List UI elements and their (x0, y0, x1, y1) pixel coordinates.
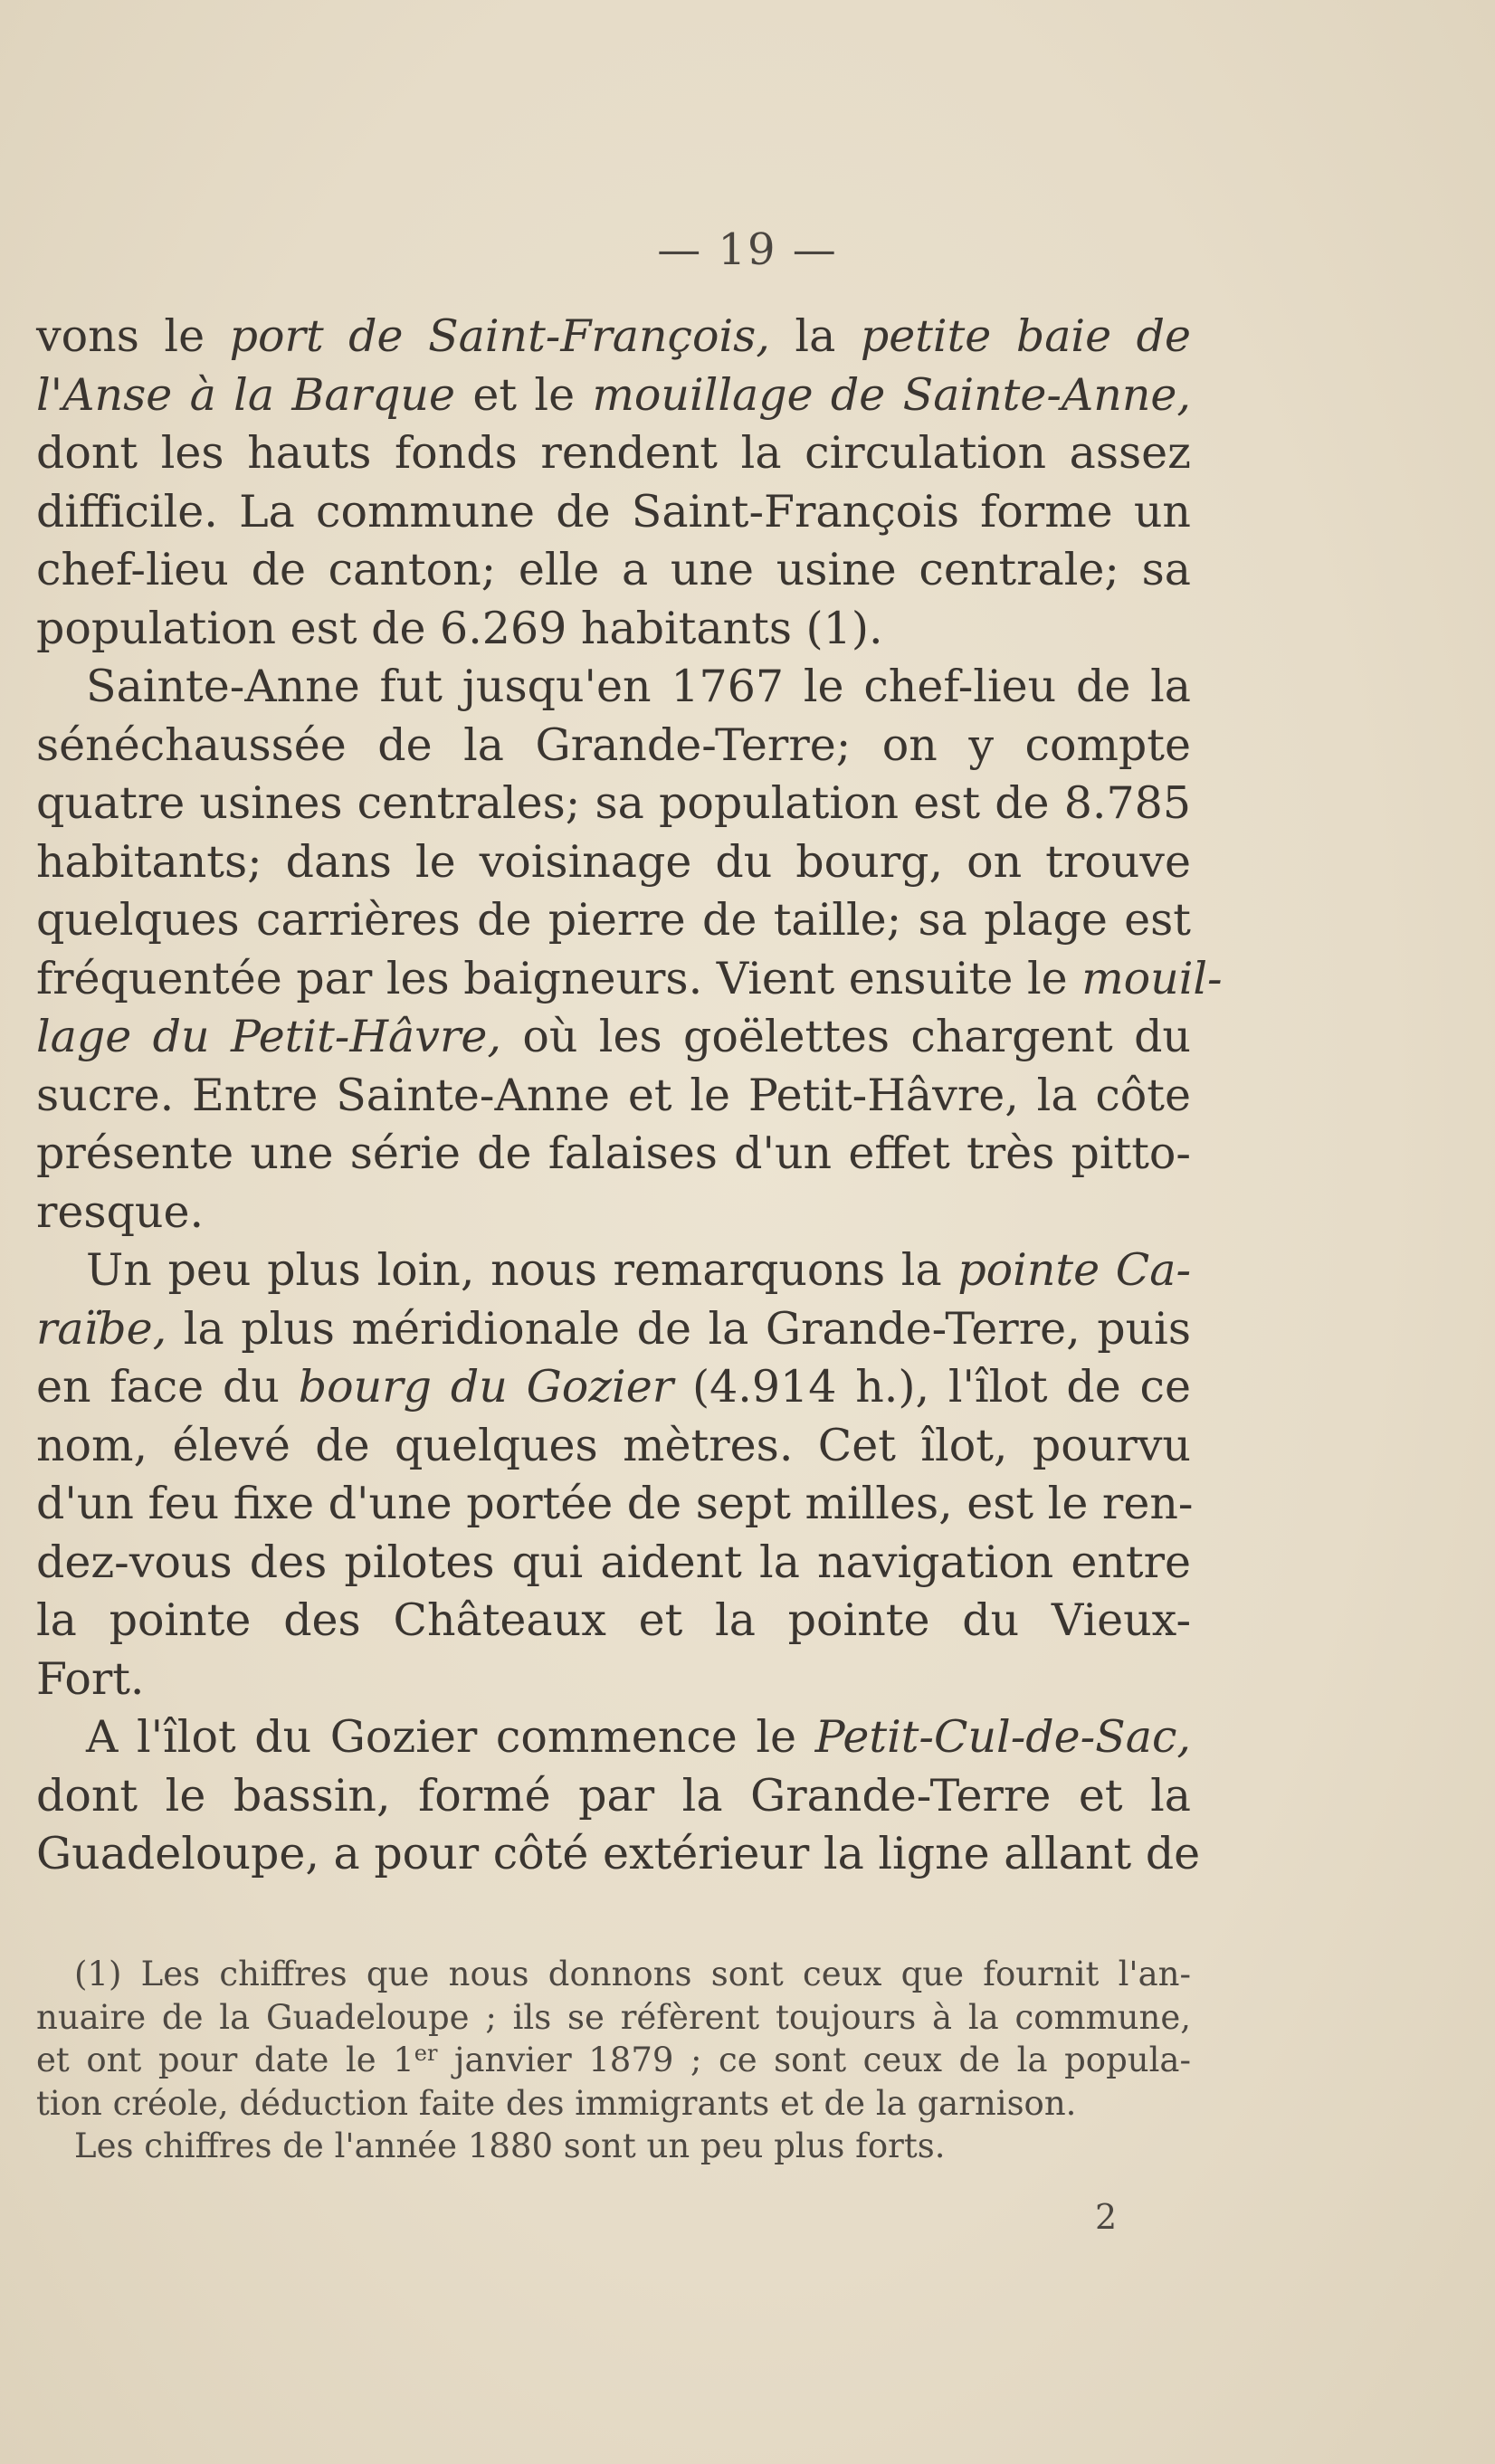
footnote-line (36, 1996, 1191, 2040)
text-segment: l'Anse à la Barque (36, 368, 455, 421)
text-segment: sucre. Entre Sainte-Anne et le Petit-Hâvre, la côte (36, 1069, 1191, 1121)
text-line (36, 424, 1191, 483)
text-segment: où les goëlettes chargent du (500, 1011, 1191, 1062)
text-segment: sénéchaussée de la Grande-Terre; on y compte (36, 718, 1191, 771)
text-line (36, 1358, 1191, 1417)
text-segment: port de Saint-François, (229, 310, 770, 362)
text-line (36, 1417, 1191, 1476)
footnotes (36, 1953, 1191, 2168)
text-segment: nom, élevé de quelques mètres. Cet îlot, pourvu (36, 1419, 1191, 1471)
text-segment: habitants; dans le voisinage du bourg, on trouve (36, 835, 1191, 888)
text-segment: tion créole, déduction faite des immigrants et de la garnison. (36, 2083, 1077, 2123)
text-segment: d'un feu fixe d'une portée de sept milles, est le ren- (36, 1478, 1194, 1529)
text-line (36, 717, 1191, 775)
text-segment: resque. (36, 1185, 205, 1238)
footnote-line (36, 1953, 1191, 1996)
text-segment: Sainte-Anne fut jusqu'en 1767 le chef-lieu de la (86, 661, 1191, 712)
text-segment: janvier 1879 ; ce sont ceux de la popula- (437, 2041, 1191, 2079)
text-segment: en face du (36, 1361, 299, 1413)
text-segment: population est de 6.269 habitants (1). (36, 602, 883, 654)
text-segment: Guadeloupe, a pour côté extérieur la ligne allant de (36, 1828, 1201, 1879)
signature-mark: 2 (1095, 2197, 1118, 2237)
text-line (36, 1125, 1191, 1184)
text-segment: mouillage de Sainte-Anne, (592, 368, 1191, 421)
text-segment: (4.914 h.), l'îlot de ce (673, 1361, 1192, 1413)
text-line (36, 600, 1191, 659)
text-segment: petite baie de (860, 310, 1191, 362)
text-line (36, 483, 1191, 542)
footnote-line (36, 2082, 1191, 2126)
main-text (36, 308, 1223, 1884)
text-line (36, 1767, 1191, 1826)
text-segment: vons le (36, 310, 230, 362)
text-line (36, 658, 1191, 717)
footnote-line (36, 2125, 1191, 2168)
text-line (36, 1534, 1191, 1593)
text-segment: (1) Les chiffres que nous donnons sont ceux que fournit l'an- (74, 1955, 1191, 1993)
text-line (36, 1300, 1191, 1359)
text-line (36, 1708, 1191, 1767)
text-line (36, 891, 1191, 950)
text-segment: et ont pour date le 1 (36, 2041, 414, 2079)
page-number: — 19 — (657, 224, 838, 275)
text-segment: quelques carrières de pierre de taille; sa plage est (36, 894, 1191, 946)
text-segment: A l'îlot du Gozier commence le (86, 1711, 815, 1763)
text-segment: dont les hauts fonds rendent la circulation assez (36, 427, 1191, 479)
text-segment: difficile. La commune de Saint-François forme un (36, 485, 1191, 538)
text-segment: Petit-Cul-de-Sac, (814, 1711, 1191, 1763)
text-segment: er (414, 2041, 438, 2066)
text-segment: chef-lieu de canton; elle a une usine centrale; sa (36, 544, 1191, 595)
text-segment: lage du Petit-Hâvre, (36, 1011, 501, 1062)
text-segment: fréquentée par les baigneurs. Vient ensuite le (36, 952, 1082, 1004)
text-segment: et le (455, 368, 593, 421)
text-segment: mouil- (1081, 952, 1223, 1004)
text-segment: Un peu plus loin, nous remarquons la (86, 1244, 958, 1296)
text-line (36, 833, 1191, 892)
text-line (36, 1475, 1194, 1534)
text-segment: dont le bassin, formé par la Grande-Terre et la (36, 1769, 1191, 1822)
text-segment: pointe Ca- (957, 1244, 1192, 1296)
text-line (36, 1184, 1191, 1242)
text-segment: quatre usines centrales; sa population est de 8.785 (36, 777, 1191, 829)
text-segment: dez-vous des pilotes qui aident la navigation entre (36, 1536, 1191, 1588)
text-segment: nuaire de la Guadeloupe ; ils se réfèrent toujours à la commune, (36, 1997, 1191, 2037)
text-line (36, 366, 1191, 425)
text-line (36, 541, 1191, 600)
text-segment: présente une série de falaises d'un effet très pitto- (36, 1127, 1191, 1179)
text-line (36, 308, 1191, 366)
text-segment: Les chiffres de l'année 1880 sont un peu plus forts. (74, 2126, 946, 2165)
text-segment: Fort. (36, 1652, 145, 1705)
text-line (36, 1825, 1201, 1884)
text-line (36, 1242, 1191, 1300)
text-segment: raïbe, (36, 1302, 167, 1355)
text-segment: bourg du Gozier (298, 1361, 674, 1413)
text-line (36, 1651, 1191, 1709)
text-segment: la pointe des Châteaux et la pointe du Vieux- (36, 1594, 1191, 1646)
text-line (36, 1592, 1191, 1651)
text-line (36, 950, 1223, 1009)
text-segment: la (769, 310, 861, 362)
footnote-line (36, 2039, 1191, 2082)
text-line (36, 1067, 1191, 1126)
text-line (36, 775, 1191, 833)
text-line (36, 1008, 1191, 1067)
text-segment: la plus méridionale de la Grande-Terre, puis (167, 1302, 1191, 1355)
